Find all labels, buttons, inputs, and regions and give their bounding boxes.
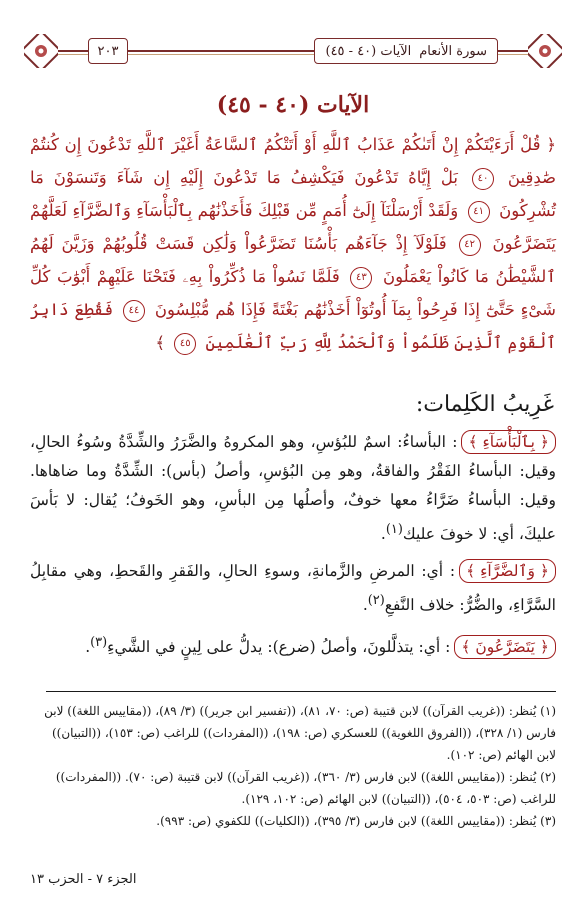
verse-number-43: ٤٣ (350, 267, 372, 289)
verse-44: فَلَمَّا نَسُواْ مَا ذُكِّرُواْ بِهِۦ فَتَحْنَا عَلَيْهِمْ أَبْوَٰبَ كُلِّ شَىْءٍ حَتَّىٰٓ إِذَا فَرِحُواْ بِمَآ أُوتُوٓاْ أَخَذْنَٰهُم بَغْتَةً فَإِذَا هُم مُّبْلِسُونَ (30, 267, 556, 319)
verse-number-42: ٤٢ (459, 234, 481, 256)
quran-verses (30, 128, 556, 359)
running-title (314, 38, 498, 64)
footnotes (30, 700, 556, 832)
entry-darraa: ﴿ وَٱلضَّرَّآءِ ﴾: أي: المرضِ والزَّمانةِ، وسوءِ الحالِ، والفَقرِ والقَحطِ، وهي مقابِلُ السَّرَّاءِ، والضُّرُّ: خلاف النَّفعِ$^{(٢)}$. (30, 557, 556, 620)
footnote-2: (٢) يُنظر: ((مقاييس اللغة)) لابن فارس (٣/ ٣٦٠)، ((غريب القرآن)) لابن قتيبة (ص: ٧٠). ((المفردات)) للراغب (ص: ٥٠٣، ٥٠٤)، ((التبيان)) لابن الهائم (ص: ١٠٢، ١٢٩). (55, 770, 556, 806)
corner-ornament-left (24, 34, 58, 68)
entry-yatadarraoon: ﴿ يَتَضَرَّعُونَ ﴾: أي: يتذلَّلونَ، وأصلُ (ضرع): يدلُّ على لِينٍ في الشَّيءِ$^{(٣)}$. (30, 628, 556, 662)
verse-41: بَلْ إِيَّاهُ تَدْعُونَ فَيَكْشِفُ مَا تَدْعُونَ إِلَيْهِ إِن شَآءَ وَتَنسَوْنَ مَا تُشْرِكُونَ (30, 168, 557, 220)
term-baasaa: ﴿ بِٱلْبَأْسَآءِ ﴾ (461, 430, 556, 454)
surah-label: سورة الأنعام (419, 43, 487, 59)
entry-yatadarraoon-text: : أي: يتذلَّلونَ، وأصلُ (ضرع): يدلُّ على لِينٍ في الشَّيءِ (107, 638, 451, 657)
term-yatadarraoon: ﴿ يَتَضَرَّعُونَ ﴾ (454, 635, 556, 659)
verse-number-41: ٤١ (468, 201, 490, 223)
verse-43: فَلَوْلَآ إِذْ جَآءَهُم بَأْسُنَا تَضَرَّعُواْ وَلَٰكِن قَسَتْ قُلُوبُهُمْ وَزَيَّنَ لَهُمُ ٱلشَّيْطَٰنُ مَا كَانُواْ يَعْمَلُونَ (30, 234, 556, 286)
term-darraa: ﴿ وَٱلضَّرَّآءِ ﴾ (459, 559, 556, 583)
entry-baasaa: ﴿ بِٱلْبَأْسَآءِ ﴾: البأساءُ: اسمٌ للبُؤسِ، وهو المكروهُ والضَّرَرُ والشِّدَّةُ وسُوءُ الحالِ، وقيل: البأساءُ الفَقْرُ والفاقةُ، وهو مِن البُؤسِ، وأصلُ (بأس): الشِّدَّةُ وما ضاهاها. وقيل: البأساءُ ضَرَّاءُ معها خوفٌ، وأصلُها مِن البأسِ، وهو الخَوفُ؛ يُقال: لا بَأسَ عليكَ، أي: لا خوفَ عليك$^{(١)}$. (30, 428, 556, 549)
page-header (58, 34, 528, 68)
footnote-divider (46, 691, 556, 692)
verse-42: وَلَقَدْ أَرْسَلْنَآ إِلَىٰٓ أُمَمٍ مِّن قَبْلِكَ فَأَخَذْنَٰهُم بِٱلْبَأْسَآءِ وَٱلضَّرَّآءِ لَعَلَّهُمْ يَتَضَرَّعُونَ (30, 201, 557, 253)
vocabulary-explanations (30, 428, 556, 670)
section-title: الآيات (٤٠ - ٤٥) (216, 92, 370, 118)
entry-baasaa-text: : البأساءُ: اسمٌ للبُؤسِ، وهو المكروهُ والضَّرَرُ والشِّدَّةُ وسُوءُ الحالِ، وقيل: البأساءُ الفَقْرُ والفاقةُ، وهو مِن البُؤسِ، وأصلُ (بأس): الشِّدَّةُ وما ضاهاها. وقيل: البأساءُ ضَرَّاءُ معها خوفٌ، وأصلُها مِن البأسِ، وهو الخَوفُ؛ يُقال: لا بَأسَ عليكَ، أي: لا خوفَ عليك (30, 433, 556, 544)
verse-number-45: ٤٥ (174, 333, 196, 355)
footnote-ref-3[interactable]: (٣) (90, 635, 108, 651)
verse-40: ﴿ قُلْ أَرَءَيْتَكُمْ إِنْ أَتَىٰكُمْ عَذَابُ ٱللَّهِ أَوْ أَتَتْكُمُ ٱلسَّاعَةُ أَغَيْرَ ٱللَّهِ تَدْعُونَ إِن كُنتُمْ صَٰدِقِينَ (30, 135, 557, 187)
page-number: ٢٠٣ (88, 38, 128, 64)
verse-number-44: ٤٤ (123, 300, 145, 322)
footnote-3: (٣) يُنظر: ((مقاييس اللغة)) لابن فارس (٣/ ٣٩٥)، ((الكليات)) للكفوي (ص: ٩٩٣). (156, 814, 556, 828)
corner-ornament-right (528, 34, 562, 68)
footnote-ref-1[interactable]: (١) (385, 522, 403, 537)
footnote-ref-2[interactable]: (٢) (367, 593, 385, 609)
page-footer: الجزء ٧ - الحزب ١٣ (30, 872, 137, 887)
footnote-1: (١) يُنظر: ((غريب القرآن)) لابن قتيبة (ص: ٧٠، ٨١)، ((تفسير ابن جرير)) (٣/ ٨٩)، ((مقاييس اللغة)) لابن فارس (١/ ٣٢٨)، ((الفروق اللغوية)) للعسكري (ص: ١٩٨)، ((المفردات)) للراغب (ص: ١٥٣)، ((التبيان)) لابن الهائم (ص: ١٠٢). (44, 704, 556, 762)
verse-number-40: ٤٠ (472, 168, 494, 190)
closing-bracket: ﴾ (155, 333, 165, 352)
entry-darraa-text: : أي: المرضِ والزَّمانةِ، وسوءِ الحالِ، والفَقرِ والقَحطِ، وهي مقابِلُ السَّرَّاءِ، والضُّرُّ: خلاف النَّفعِ (30, 562, 556, 615)
verse-45: فَقُطِعَ دَابِرُ ٱلْقَوْمِ ٱلَّذِينَ ظَلَمُواْ وَٱلْحَمْدُ لِلَّهِ رَبِّ ٱلْعَٰلَمِينَ (30, 300, 556, 352)
vocabulary-heading: غَرِيبُ الكَلِمات: (415, 392, 554, 417)
verses-range-label: الآيات (٤٠ - ٤٥) (325, 43, 412, 59)
